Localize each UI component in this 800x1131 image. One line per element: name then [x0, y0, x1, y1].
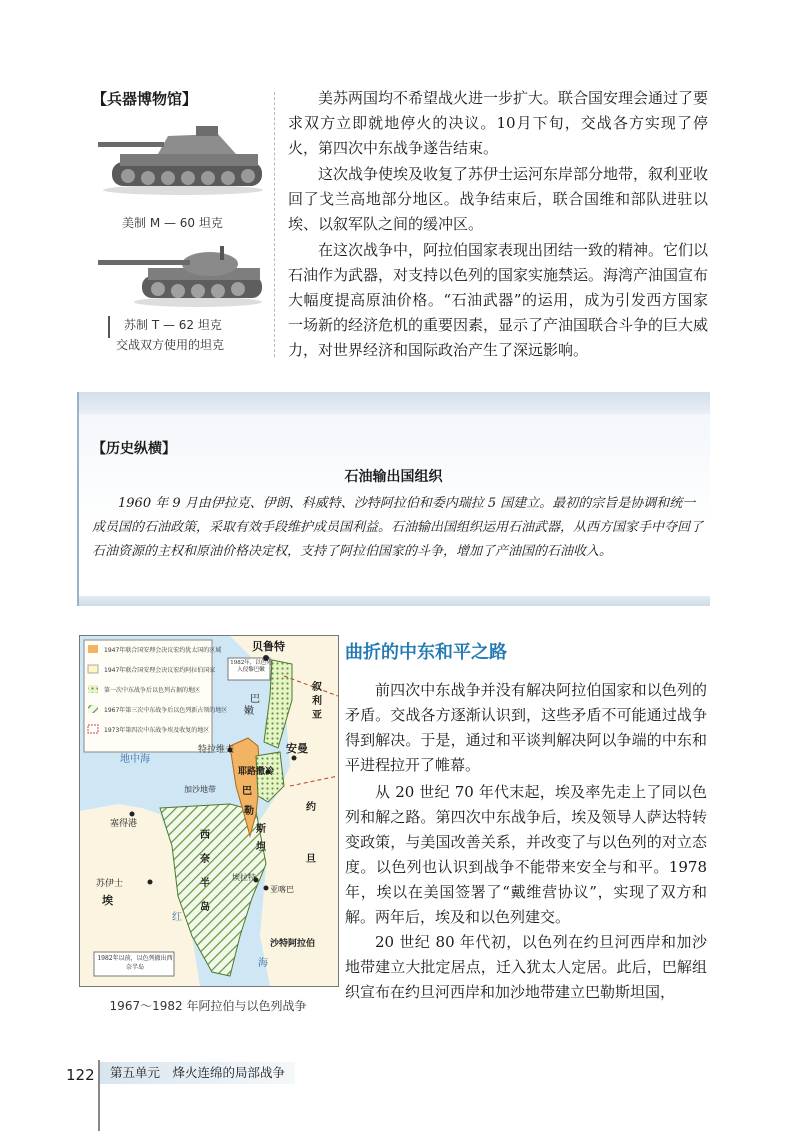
museum-title: 【兵器博物馆】	[92, 90, 198, 108]
map-caption: 1967～1982 年阿拉伯与以色列战争	[109, 999, 307, 1013]
map-label: 特拉维夫	[198, 745, 235, 755]
tanks-caption: 交战双方使用的坦克	[116, 338, 225, 352]
map-label: 加沙地带	[184, 785, 216, 794]
history-title: 石油输出国组织	[344, 469, 443, 485]
map-label: 巴	[250, 694, 260, 705]
map-label: 勒	[244, 806, 254, 817]
caption-bar	[108, 316, 110, 338]
map-label: 西	[200, 830, 210, 841]
history-header-band	[77, 392, 710, 414]
paragraph: 美苏两国均不希望战火进一步扩大。联合国安理会通过了要求双方立即就地停火的决议。10月下旬，交战各方实现了停火，第四次中东战争遂告结束。	[288, 89, 709, 157]
paragraph: 这次战争使埃及收复了苏伊士运河东岸部分地带，叙利亚收回了戈兰高地部分地区。战争结束后，联合国维和部队进驻以埃、以叙军队之间的缓冲区。	[288, 165, 709, 233]
map-label: 约	[306, 802, 316, 813]
map-label: 叙	[312, 682, 322, 693]
legend-item: 1967年第三次中东战争后以色列新占领的地区	[104, 707, 228, 714]
history-left-rule	[77, 392, 79, 606]
tank2-caption: 苏制 T — 62 坦克	[124, 318, 222, 332]
map-label: 斯	[256, 824, 266, 835]
map-note: 1982年以前，以色列撤出西奈半岛	[97, 955, 173, 971]
paragraph: 在这次战争中，阿拉伯国家表现出团结一致的精神。它们以石油作为武器，对支持以色列的国家实施禁运。海湾产油国宣布大幅度提高原油价格。“石油武器”的运用，成为引发西方国家一场新的经济危机的重要因素，显示了产油国联合斗争的巨大威力，对世界经济和国际政治产生了深远影响。	[288, 241, 709, 359]
paragraph: 20 世纪 80 年代初，以色列在约旦河西岸和加沙地带建立大批定居点，迁入犹太人定居。此后，巴解组织宣布在约旦河西岸和加沙地带建立巴勒斯坦国，	[345, 933, 707, 1001]
map-label: 坦	[256, 842, 266, 853]
map-label: 亚喀巴	[270, 885, 294, 894]
tank-m60-image	[98, 118, 268, 196]
map-label: 埃拉特	[232, 873, 256, 882]
map-label: 旦	[306, 854, 316, 865]
tank-t62-image	[98, 236, 268, 308]
map-note: 1982年，以色列入侵黎巴嫩	[230, 660, 272, 673]
map-label: 地中海	[120, 754, 150, 765]
middle-east-map	[79, 635, 339, 987]
map-label: 埃	[102, 894, 113, 907]
legend-item: 1973年第四次中东战争埃及收复的地区	[104, 727, 210, 734]
map-label: 沙特阿拉伯	[270, 939, 316, 949]
section-title: 曲折的中东和平之路	[345, 642, 507, 663]
unit-label: 第五单元 烽火连绵的局部战争	[100, 1062, 295, 1084]
map-label: 亚	[312, 710, 322, 721]
legend-item: 1947年联合国安理会决议宏约犹太国的区域	[104, 647, 222, 654]
map-label: 嫩	[244, 706, 254, 717]
legend-item: 1947年联合国安理会决议宏约阿拉伯国家	[104, 667, 216, 674]
map-label: 红	[172, 912, 182, 923]
map-label: 海	[258, 958, 268, 969]
map-label: 安曼	[286, 742, 308, 755]
paragraph: 前四次中东战争并没有解决阿拉伯国家和以色列的矛盾。交战各方逐渐认识到，这些矛盾不可能通过战争得到解决。于是，通过和平谈判解决阿以争端的中东和平进程拉开了帷幕。	[345, 681, 707, 774]
map-label: 塞得港	[110, 819, 138, 829]
column-divider	[274, 92, 275, 357]
tank-m60-icon	[98, 118, 268, 196]
page-number: 122	[66, 1066, 95, 1084]
map-label: 奈	[200, 854, 210, 865]
history-tag: 【历史纵横】	[92, 441, 176, 457]
map-label: 耶路撒冷	[238, 767, 275, 777]
tank-t62-icon	[98, 236, 268, 308]
map-label: 苏伊士	[96, 879, 124, 889]
map-label: 岛	[200, 902, 210, 913]
map-label: 巴	[242, 786, 252, 797]
history-footer-band	[77, 596, 710, 606]
history-text: 1960 年 9 月由伊拉克、伊朗、科威特、沙特阿拉伯和委内瑞拉 5 国建立。最初的宗旨是协调和统一成员国的石油政策，采取有效手段维护成员国利益。石油输出国组织运用石油武器，从西方国家手中夺回了石油资源的主权和原油价格决定权，支持了阿拉伯国家的斗争，增加了产油国的石油收入。	[92, 496, 704, 559]
legend-item: 第一次中东战争后以色列占据的地区	[104, 687, 201, 694]
map-label: 利	[312, 696, 322, 707]
map-label: 贝鲁特	[252, 640, 285, 653]
tank1-caption: 美制 M — 60 坦克	[122, 216, 223, 230]
paragraph: 从 20 世纪 70 年代末起，埃及率先走上了同以色列和解之路。第四次中东战争后，埃及领导人萨达特转变政策，与美国改善关系，并改变了与以色列的对立态度。以色列也认识到战争不能带来安全与和平。1978 年，埃以在美国签署了“戴维营协议”，实现了双方和解。两年后，埃及和以色列建交。	[345, 783, 707, 926]
map-label: 半	[200, 878, 210, 889]
